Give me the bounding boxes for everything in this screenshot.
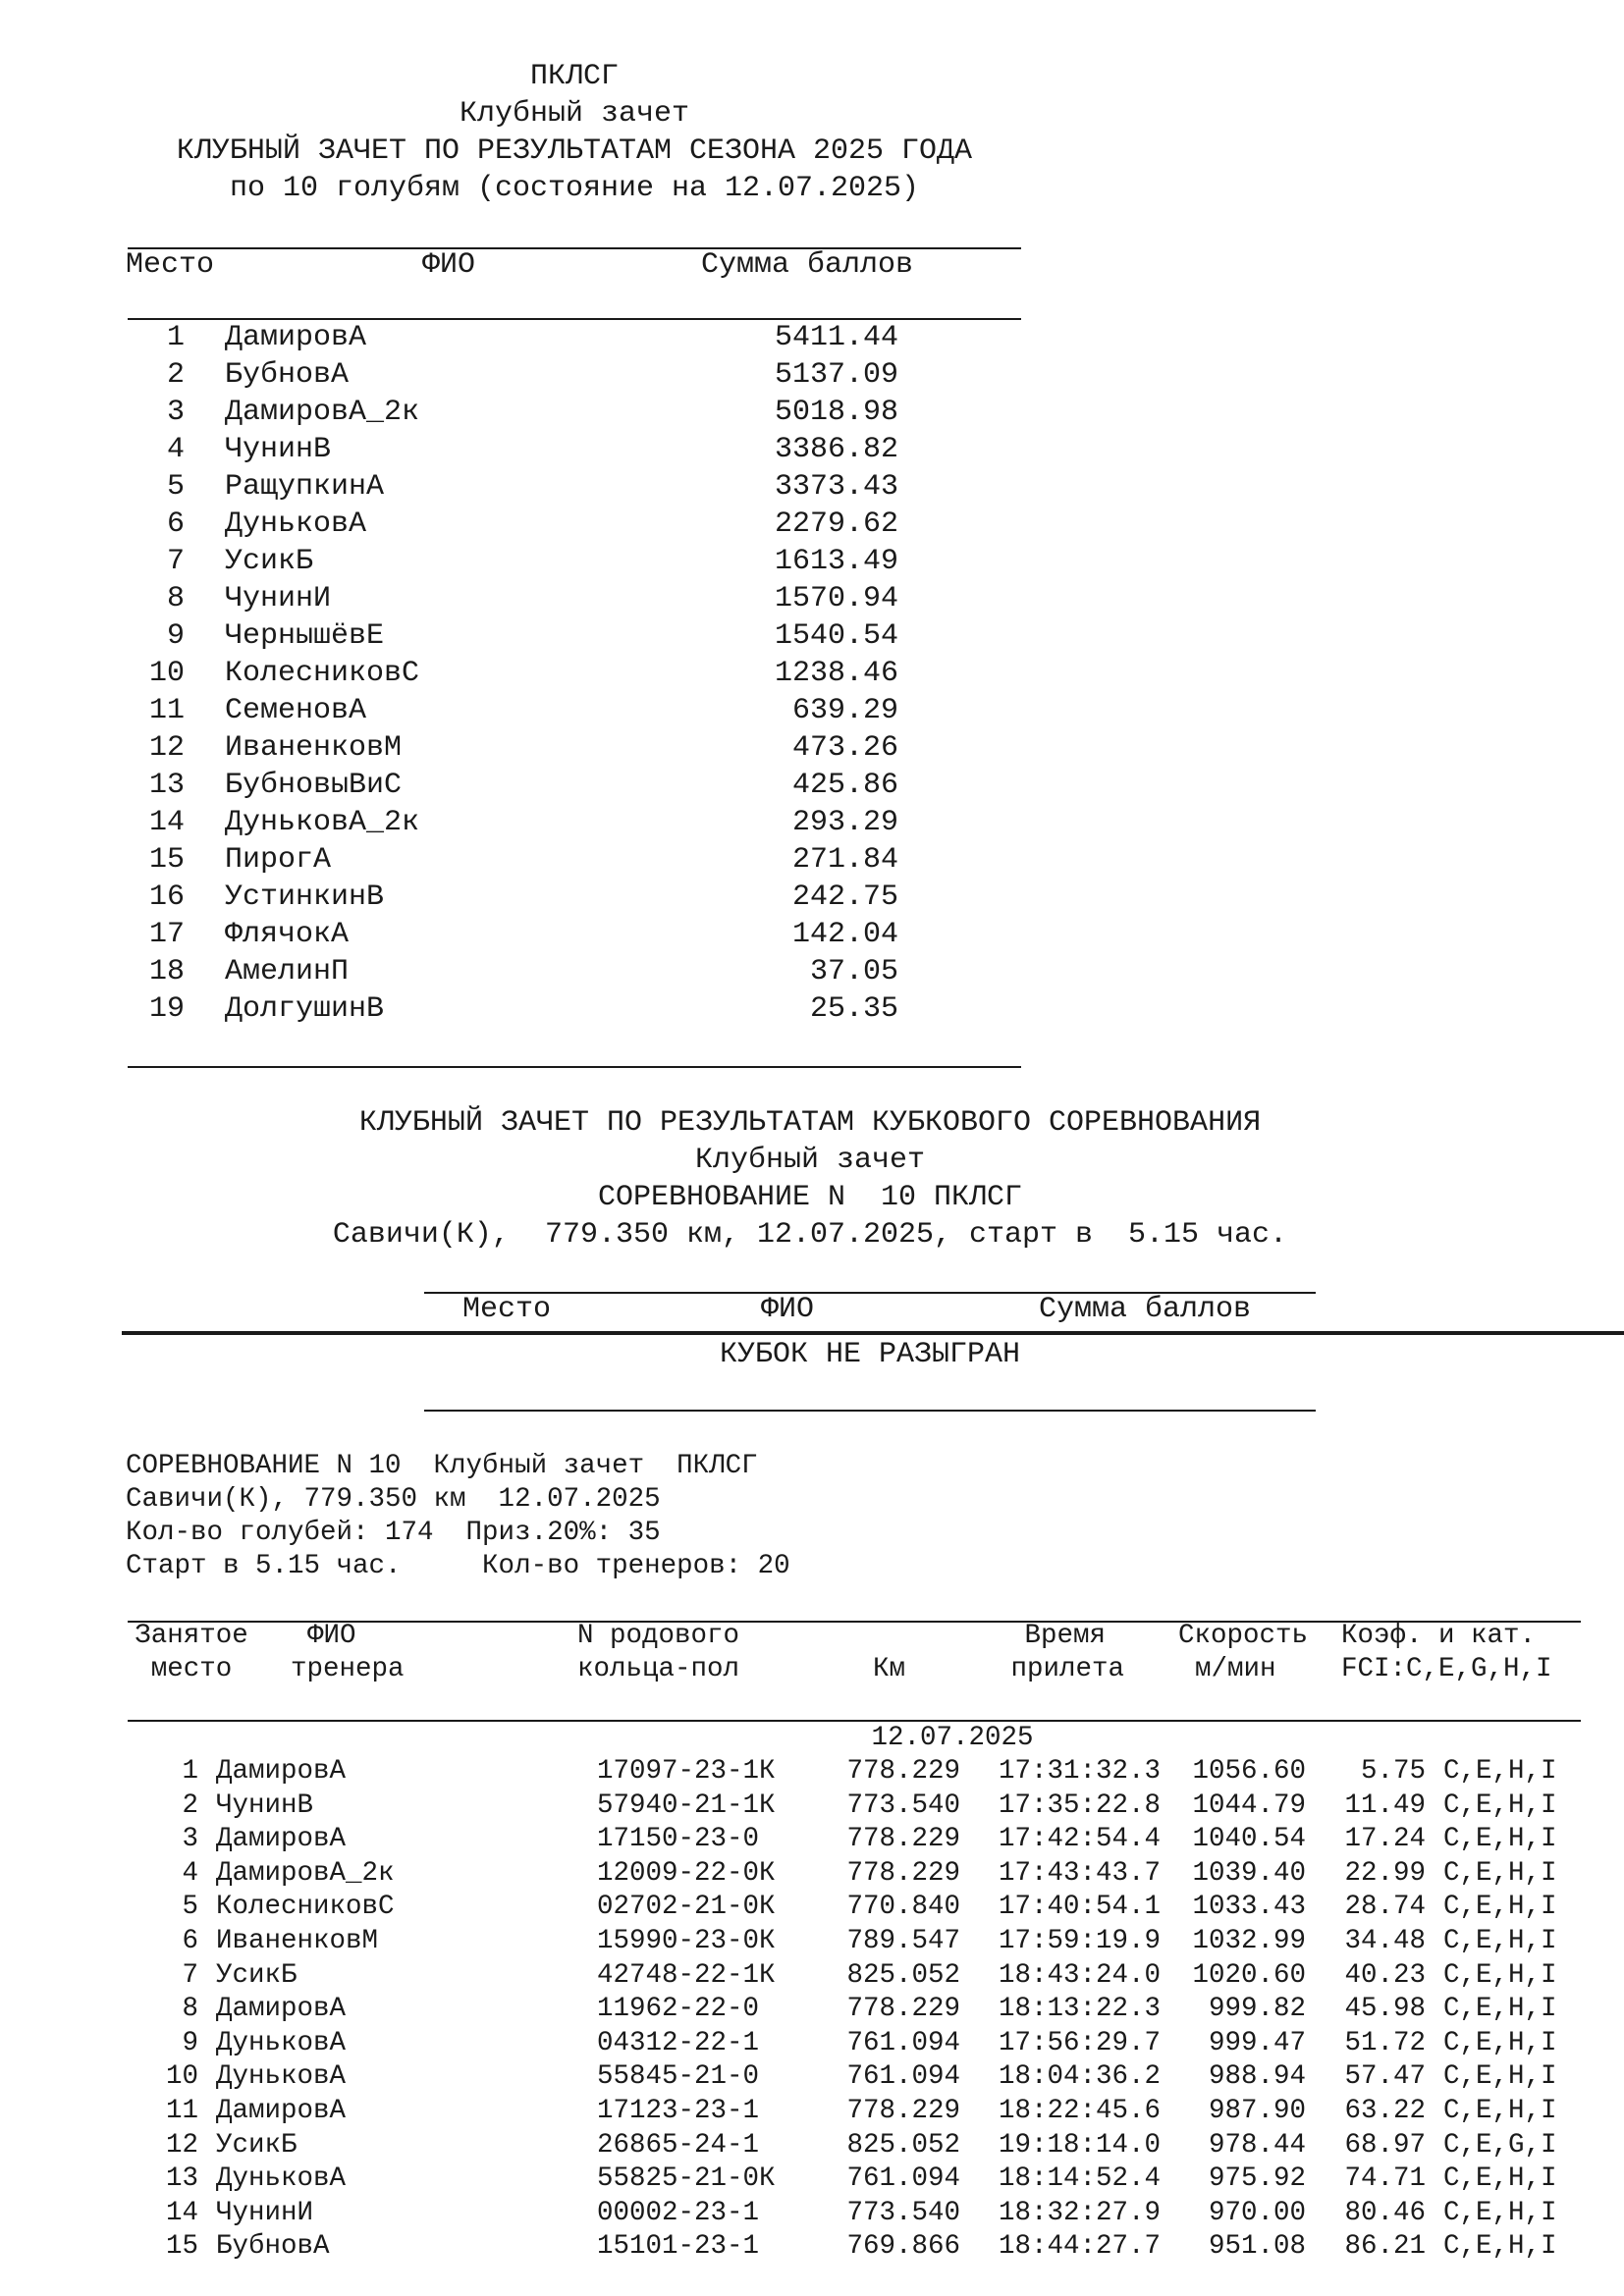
row-arrival-time: 18:14:52.4: [998, 2163, 1161, 2195]
race-header-time-1: Время: [1024, 1621, 1106, 1651]
row-km: 825.052: [846, 1959, 960, 1991]
row-km: 769.866: [846, 2231, 960, 2263]
row-name: ИваненковМ: [225, 731, 403, 765]
row-category: C,E,H,I: [1443, 2061, 1557, 2093]
row-coef: 28.74: [1344, 1892, 1426, 1923]
row-category: C,E,H,I: [1443, 2096, 1557, 2126]
row-trainer: ДамировА_2к: [216, 1857, 395, 1889]
row-km: 761.094: [846, 2163, 960, 2195]
row-sum: 1238.46: [774, 657, 898, 690]
season-header-name: ФИО: [422, 248, 476, 282]
race-header-speed-1: Скорость: [1178, 1621, 1309, 1651]
row-ring: 15101-23-1: [597, 2231, 760, 2263]
row-trainer: ДамировА: [216, 2096, 347, 2126]
row-trainer: ЧунинВ: [216, 1789, 314, 1821]
row-place: 1: [166, 321, 185, 354]
row-ring: 12009-22-0К: [597, 1857, 776, 1889]
row-coef: 68.97: [1344, 2129, 1426, 2161]
row-place: 13: [148, 769, 185, 802]
row-category: C,E,H,I: [1443, 1824, 1557, 1855]
row-km: 773.540: [846, 1789, 960, 1821]
row-category: C,E,H,I: [1443, 1994, 1557, 2025]
row-km: 761.094: [846, 2027, 960, 2058]
row-place: 13: [165, 2163, 198, 2195]
row-sum: 425.86: [791, 769, 898, 802]
row-arrival-time: 19:18:14.0: [998, 2129, 1161, 2161]
row-coef: 22.99: [1344, 1857, 1426, 1889]
row-place: 19: [148, 992, 185, 1026]
row-coef: 11.49: [1344, 1789, 1426, 1821]
race-header-time-2: прилета: [1010, 1654, 1124, 1684]
cup-subtitle: Клубный зачет: [694, 1144, 926, 1177]
row-name: ЧунинВ: [225, 433, 332, 466]
row-ring: 00002-23-1: [597, 2197, 760, 2228]
row-ring: 55825-21-0К: [597, 2163, 776, 2195]
row-ring: 15990-23-0К: [597, 1926, 776, 1956]
row-ring: 04312-22-1: [597, 2027, 760, 2058]
row-place: 15: [148, 843, 185, 877]
row-sum: 473.26: [791, 731, 898, 765]
row-name: ПирогА: [225, 843, 332, 877]
race-date: 12.07.2025: [871, 1723, 1034, 1753]
thick-divider: [122, 1331, 1624, 1335]
row-place: 9: [166, 619, 185, 653]
row-name: ДамировА: [225, 321, 367, 354]
row-speed: 978.44: [1208, 2129, 1306, 2161]
row-category: C,E,H,I: [1443, 1892, 1557, 1923]
row-speed: 975.92: [1208, 2163, 1306, 2195]
row-speed: 1040.54: [1192, 1824, 1306, 1855]
season-title: КЛУБНЫЙ ЗАЧЕТ ПО РЕЗУЛЬТАТАМ СЕЗОНА 2025 ГОДА: [176, 134, 973, 168]
race-header-place-1: Занятое: [135, 1621, 248, 1651]
row-coef: 80.46: [1344, 2197, 1426, 2228]
row-ring: 42748-22-1К: [597, 1959, 776, 1991]
row-category: C,E,H,I: [1443, 2163, 1557, 2195]
race-info-line-4: Старт в 5.15 час. Кол-во тренеров: 20: [126, 1551, 790, 1581]
row-name: СеменовА: [225, 694, 367, 727]
row-trainer: КолесниковС: [216, 1892, 395, 1923]
row-arrival-time: 18:22:45.6: [998, 2096, 1161, 2126]
row-name: БубновА: [225, 358, 350, 392]
row-sum: 242.75: [791, 881, 898, 914]
row-sum: 271.84: [791, 843, 898, 877]
row-name: ЧернышёвЕ: [225, 619, 385, 653]
divider: [424, 1410, 1316, 1412]
row-name: ДолгушинВ: [225, 992, 385, 1026]
row-km: 778.229: [846, 1824, 960, 1855]
row-arrival-time: 18:44:27.7: [998, 2231, 1161, 2263]
row-category: C,E,H,I: [1443, 1926, 1557, 1956]
row-place: 3: [166, 396, 185, 429]
row-sum: 37.05: [809, 955, 898, 988]
row-place: 5: [166, 470, 185, 504]
cup-header-place: Место: [462, 1293, 552, 1326]
row-place: 18: [148, 955, 185, 988]
row-coef: 5.75: [1360, 1756, 1426, 1787]
race-header-name-2: тренера: [291, 1654, 405, 1684]
row-category: C,E,H,I: [1443, 2027, 1557, 2058]
row-speed: 1020.60: [1192, 1959, 1306, 1991]
row-speed: 1033.43: [1192, 1892, 1306, 1923]
row-place: 4: [182, 1857, 198, 1889]
season-subtitle: Клубный зачет: [459, 97, 690, 131]
race-info-line-3: Кол-во голубей: 174 Приз.20%: 35: [126, 1518, 661, 1548]
row-sum: 25.35: [809, 992, 898, 1026]
row-place: 4: [166, 433, 185, 466]
row-sum: 5018.98: [774, 396, 898, 429]
cup-title: КЛУБНЫЙ ЗАЧЕТ ПО РЕЗУЛЬТАТАМ КУБКОВОГО СОРЕВНОВАНИЯ: [358, 1106, 1262, 1140]
row-place: 10: [165, 2061, 198, 2093]
row-coef: 34.48: [1344, 1926, 1426, 1956]
row-trainer: ДуньковА: [216, 2061, 347, 2093]
row-trainer: УсикБ: [216, 1959, 298, 1991]
row-speed: 1039.40: [1192, 1857, 1306, 1889]
row-name: УсикБ: [225, 545, 314, 578]
race-info-line-1: СОРЕВНОВАНИЕ N 10 Клубный зачет ПКЛСГ: [126, 1451, 758, 1481]
row-place: 2: [182, 1789, 198, 1821]
row-name: ФлячокА: [225, 918, 350, 951]
race-header-ring-1: N родового: [577, 1621, 740, 1651]
row-coef: 86.21: [1344, 2231, 1426, 2263]
row-category: C,E,H,I: [1443, 1789, 1557, 1821]
race-info-line-2: Савичи(К), 779.350 км 12.07.2025: [126, 1484, 661, 1515]
row-place: 6: [182, 1926, 198, 1956]
row-trainer: ИваненковМ: [216, 1926, 379, 1956]
row-sum: 1613.49: [774, 545, 898, 578]
row-place: 15: [165, 2231, 198, 2263]
row-km: 770.840: [846, 1892, 960, 1923]
row-speed: 951.08: [1208, 2231, 1306, 2263]
season-header-place: Место: [126, 248, 215, 282]
race-header-ring-2: кольца-пол: [577, 1654, 740, 1684]
row-place: 1: [182, 1756, 198, 1787]
cup-competition: СОРЕВНОВАНИЕ N 10 ПКЛСГ: [597, 1181, 1023, 1214]
row-name: БубновыВиС: [225, 769, 403, 802]
row-place: 8: [166, 582, 185, 615]
row-sum: 5411.44: [774, 321, 898, 354]
row-speed: 999.82: [1208, 1994, 1306, 2025]
row-name: РащупкинА: [225, 470, 385, 504]
row-km: 773.540: [846, 2197, 960, 2228]
row-name: ДамировА_2к: [225, 396, 420, 429]
row-arrival-time: 18:43:24.0: [998, 1959, 1161, 1991]
row-speed: 988.94: [1208, 2061, 1306, 2093]
cup-header-name: ФИО: [761, 1293, 815, 1326]
row-place: 14: [165, 2197, 198, 2228]
race-header-coef-1: Коэф. и кат.: [1341, 1621, 1537, 1651]
row-category: C,E,H,I: [1443, 1756, 1557, 1787]
row-trainer: ЧунинИ: [216, 2197, 314, 2228]
row-arrival-time: 18:13:22.3: [998, 1994, 1161, 2025]
row-category: C,E,H,I: [1443, 2231, 1557, 2263]
row-speed: 1032.99: [1192, 1926, 1306, 1956]
race-header-coef-2: FCI:C,E,G,H,I: [1341, 1654, 1552, 1684]
cup-header-sum: Сумма баллов: [1039, 1293, 1252, 1326]
row-name: ДуньковА_2к: [225, 806, 420, 839]
row-arrival-time: 17:40:54.1: [998, 1892, 1161, 1923]
row-trainer: ДамировА: [216, 1994, 347, 2025]
row-place: 7: [182, 1959, 198, 1991]
row-coef: 57.47: [1344, 2061, 1426, 2093]
row-coef: 63.22: [1344, 2096, 1426, 2126]
row-sum: 1570.94: [774, 582, 898, 615]
row-trainer: ДамировА: [216, 1824, 347, 1855]
row-place: 11: [165, 2096, 198, 2126]
row-coef: 51.72: [1344, 2027, 1426, 2058]
row-place: 6: [166, 507, 185, 541]
row-speed: 970.00: [1208, 2197, 1306, 2228]
row-ring: 26865-24-1: [597, 2129, 760, 2161]
row-speed: 1056.60: [1192, 1756, 1306, 1787]
row-place: 16: [148, 881, 185, 914]
org-title: ПКЛСГ: [529, 60, 619, 93]
row-coef: 17.24: [1344, 1824, 1426, 1855]
race-header-place-2: место: [150, 1654, 233, 1684]
row-place: 5: [182, 1892, 198, 1923]
row-sum: 5137.09: [774, 358, 898, 392]
row-trainer: ДуньковА: [216, 2027, 347, 2058]
row-place: 2: [166, 358, 185, 392]
row-arrival-time: 17:35:22.8: [998, 1789, 1161, 1821]
row-place: 3: [182, 1824, 198, 1855]
row-ring: 17097-23-1К: [597, 1756, 776, 1787]
row-ring: 02702-21-0К: [597, 1892, 776, 1923]
row-coef: 45.98: [1344, 1994, 1426, 2025]
row-arrival-time: 17:59:19.9: [998, 1926, 1161, 1956]
row-trainer: ДамировА: [216, 1756, 347, 1787]
row-arrival-time: 17:56:29.7: [998, 2027, 1161, 2058]
row-km: 778.229: [846, 1994, 960, 2025]
row-trainer: БубновА: [216, 2231, 330, 2263]
row-name: ЧунинИ: [225, 582, 332, 615]
row-sum: 142.04: [791, 918, 898, 951]
row-place: 10: [148, 657, 185, 690]
row-place: 17: [148, 918, 185, 951]
row-sum: 3373.43: [774, 470, 898, 504]
row-place: 9: [182, 2027, 198, 2058]
cup-result: КУБОК НЕ РАЗЫГРАН: [719, 1338, 1021, 1371]
row-sum: 2279.62: [774, 507, 898, 541]
season-header-sum: Сумма баллов: [701, 248, 914, 282]
row-ring: 17123-23-1: [597, 2096, 760, 2126]
row-category: C,E,H,I: [1443, 1857, 1557, 1889]
row-name: УстинкинВ: [225, 881, 385, 914]
cup-details: Савичи(К), 779.350 км, 12.07.2025, старт в 5.15 час.: [332, 1218, 1288, 1252]
row-sum: 1540.54: [774, 619, 898, 653]
row-arrival-time: 17:43:43.7: [998, 1857, 1161, 1889]
row-km: 789.547: [846, 1926, 960, 1956]
row-coef: 40.23: [1344, 1959, 1426, 1991]
row-arrival-time: 18:04:36.2: [998, 2061, 1161, 2093]
row-place: 8: [182, 1994, 198, 2025]
row-ring: 55845-21-0: [597, 2061, 760, 2093]
row-speed: 999.47: [1208, 2027, 1306, 2058]
race-header-name-1: ФИО: [307, 1621, 356, 1651]
row-km: 778.229: [846, 2096, 960, 2126]
row-speed: 987.90: [1208, 2096, 1306, 2126]
row-sum: 293.29: [791, 806, 898, 839]
row-trainer: УсикБ: [216, 2129, 298, 2161]
row-ring: 11962-22-0: [597, 1994, 760, 2025]
row-place: 12: [165, 2129, 198, 2161]
row-sum: 639.29: [791, 694, 898, 727]
row-category: C,E,H,I: [1443, 2197, 1557, 2228]
row-arrival-time: 17:42:54.4: [998, 1824, 1161, 1855]
row-coef: 74.71: [1344, 2163, 1426, 2195]
row-place: 7: [166, 545, 185, 578]
row-trainer: ДуньковА: [216, 2163, 347, 2195]
row-km: 778.229: [846, 1756, 960, 1787]
row-name: АмелинП: [225, 955, 350, 988]
row-speed: 1044.79: [1192, 1789, 1306, 1821]
row-place: 12: [148, 731, 185, 765]
row-ring: 57940-21-1К: [597, 1789, 776, 1821]
row-km: 761.094: [846, 2061, 960, 2093]
row-name: КолесниковС: [225, 657, 420, 690]
row-arrival-time: 17:31:32.3: [998, 1756, 1161, 1787]
row-category: C,E,H,I: [1443, 1959, 1557, 1991]
row-sum: 3386.82: [774, 433, 898, 466]
divider: [128, 1066, 1021, 1068]
row-km: 778.229: [846, 1857, 960, 1889]
row-arrival-time: 18:32:27.9: [998, 2197, 1161, 2228]
row-ring: 17150-23-0: [597, 1824, 760, 1855]
row-place: 14: [148, 806, 185, 839]
row-km: 825.052: [846, 2129, 960, 2161]
row-name: ДуньковА: [225, 507, 367, 541]
season-basis: по 10 голубям (состояние на 12.07.2025): [229, 172, 920, 205]
row-place: 11: [148, 694, 185, 727]
race-header-speed-2: м/мин: [1195, 1654, 1276, 1684]
row-category: C,E,G,I: [1443, 2129, 1557, 2161]
race-header-km: Км: [873, 1654, 906, 1684]
